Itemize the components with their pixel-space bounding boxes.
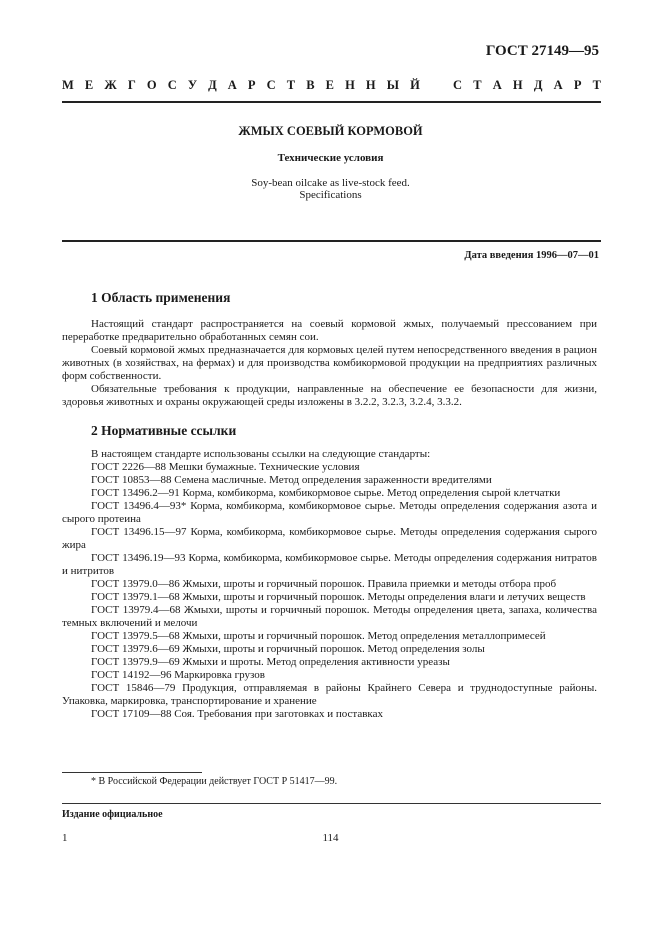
- english-title-line2: Specifications: [299, 189, 362, 201]
- banner-letter: Д: [533, 78, 543, 92]
- paragraph: Настоящий стандарт распространяется на соевый кормовой жмых, получаемый прессованием при переработке предварительно обработанных семян сои.: [62, 318, 597, 343]
- banner-letter: Н: [345, 78, 355, 92]
- banner-letter: С: [167, 78, 177, 92]
- reference-item: ГОСТ 13496.4—93* Корма, комбикорма, комбикормовое сырье. Методы определения содержания азота и сырого протеина: [62, 500, 597, 525]
- section1-heading: 1 Область применения: [91, 290, 231, 305]
- paragraph: В настоящем стандарте использованы ссылки на следующие стандарты:: [91, 448, 431, 460]
- reference-item: ГОСТ 17109—88 Соя. Требования при заготовках и поставках: [91, 708, 383, 720]
- bottom-rule: [62, 803, 601, 804]
- reference-item: ГОСТ 13496.2—91 Корма, комбикорма, комбикормовое сырье. Метод определения сырой клетчатки: [91, 487, 561, 499]
- banner-letter: А: [492, 78, 502, 92]
- edition-note: Издание официальное: [62, 809, 163, 820]
- paragraph: Соевый кормовой жмых предназначается для кормовых целей путем непосредственного введения в рацион животных (в хозяйствах, на фермах) и для производства комбикормовой продукции на предприятиях различных форм собственности.: [62, 344, 597, 382]
- reference-item: ГОСТ 14192—96 Маркировка грузов: [91, 669, 265, 681]
- banner-letter: А: [227, 78, 237, 92]
- banner-letter: В: [306, 78, 315, 92]
- page-number: 114: [322, 832, 339, 844]
- document-title: ЖМЫХ СОЕВЫЙ КОРМОВОЙ: [238, 124, 423, 138]
- banner-letter: Д: [208, 78, 217, 92]
- reference-item: ГОСТ 13979.5—68 Жмыхи, шроты и горчичный порошок. Метод определения металлопримесей: [91, 630, 546, 642]
- footnote-rule: [62, 772, 202, 773]
- english-title-line1: Soy-bean oilcake as live-stock feed.: [251, 177, 410, 189]
- reference-item: ГОСТ 2226—88 Мешки бумажные. Технические условия: [91, 461, 360, 473]
- banner-letter: Т: [286, 78, 296, 92]
- banner-letter: М: [62, 78, 74, 92]
- banner-letter: Ж: [104, 78, 117, 92]
- document-subtitle: Технические условия: [277, 152, 384, 164]
- banner-letter: А: [553, 78, 563, 92]
- standard-banner: [62, 78, 601, 93]
- english-title: [0, 177, 661, 201]
- section1-body: [62, 318, 597, 409]
- banner-letter: Н: [365, 78, 376, 92]
- banner-letter: У: [187, 78, 197, 92]
- banner-word-interstate: [62, 78, 420, 93]
- banner-letter: Р: [573, 78, 582, 92]
- reference-item: ГОСТ 10853—88 Семена масличные. Метод определения зараженности вредителями: [91, 474, 492, 486]
- banner-letter: Н: [512, 78, 523, 92]
- sheet-number: 1: [62, 832, 68, 844]
- reference-item: ГОСТ 13979.0—86 Жмыхи, шроты и горчичный порошок. Правила приемки и методы отбора проб: [91, 578, 557, 590]
- middle-rule: [62, 240, 601, 242]
- banner-letter: Е: [325, 78, 334, 92]
- banner-letter: Ы: [386, 78, 400, 92]
- section2-heading: 2 Нормативные ссылки: [91, 423, 237, 438]
- document-code: ГОСТ 27149—95: [485, 43, 599, 59]
- banner-letter: О: [146, 78, 157, 92]
- banner-letter: Р: [247, 78, 256, 92]
- reference-item: ГОСТ 13496.15—97 Корма, комбикорма, комбикормовое сырье. Методы определения содержания сырого жира: [62, 526, 597, 551]
- banner-letter: Т: [592, 78, 601, 92]
- reference-item: ГОСТ 13496.19—93 Корма, комбикорма, комбикормовое сырье. Методы определения содержания нитратов и нитритов: [62, 552, 597, 577]
- banner-letter: С: [266, 78, 276, 92]
- reference-item: ГОСТ 13979.1—68 Жмыхи, шроты и горчичный порошок. Методы определения влаги и летучих веществ: [91, 591, 586, 603]
- banner-letter: Е: [84, 78, 94, 92]
- footnote: * В Российской Федерации действует ГОСТ Р 51417—99.: [91, 776, 338, 787]
- paragraph: Обязательные требования к продукции, направленные на обеспечение ее безопасности для жизни, здоровья животных и охраны окружающей среды изложены в 3.2.2, 3.2.3, 3.2.4, 3.3.2.: [62, 383, 597, 408]
- introduction-date: Дата введения 1996—07—01: [464, 250, 599, 261]
- banner-letter: С: [453, 78, 463, 92]
- reference-item: ГОСТ 15846—79 Продукция, отправляемая в районы Крайнего Севера и труднодоступные районы. Упаковка, маркировка, транспортирование и хранение: [62, 682, 597, 707]
- banner-letter: Т: [473, 78, 482, 92]
- banner-letter: Й: [410, 78, 420, 92]
- top-rule: [62, 101, 601, 103]
- banner-word-standard: [453, 78, 601, 93]
- reference-item: ГОСТ 13979.6—69 Жмыхи, шроты и горчичный порошок. Метод определения золы: [91, 643, 485, 655]
- reference-item: ГОСТ 13979.9—69 Жмыхи и шроты. Метод определения активности уреазы: [91, 656, 450, 668]
- section2-body: [62, 448, 597, 721]
- reference-item: ГОСТ 13979.4—68 Жмыхи, шроты и горчичный порошок. Методы определения цвета, запаха, количества темных включений и мелочи: [62, 604, 597, 629]
- banner-letter: Г: [127, 78, 136, 92]
